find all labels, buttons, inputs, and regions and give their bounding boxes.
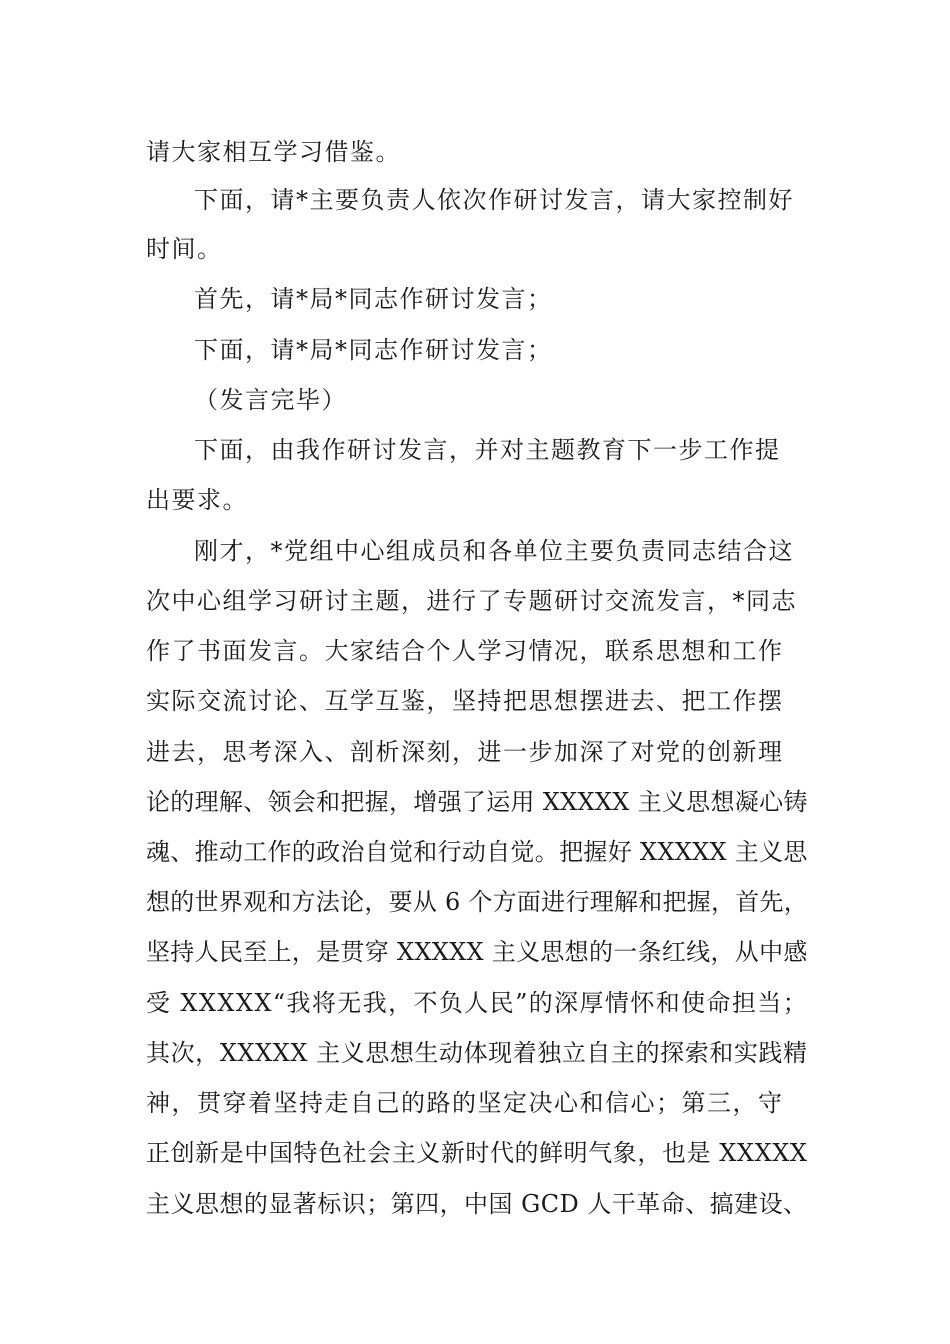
text-line: 实际交流讨论、互学互鉴，坚持把思想摆进去、把工作摆 xyxy=(146,687,784,715)
text-line: 正创新是中国特色社会主义新时代的鲜明气象，也是 XXXXX xyxy=(146,1139,808,1167)
text-line: 其次，XXXXX 主义思想生动体现着独立自主的探索和实践精 xyxy=(146,1039,808,1067)
text-line: 时间。 xyxy=(146,235,223,263)
text-line: 进去，思考深入、剖析深刻，进一步加深了对党的创新理 xyxy=(146,738,784,766)
text-line: 受 XXXXX“我将无我，不负人民”的深厚情怀和使命担当； xyxy=(146,989,809,1017)
text-line: 论的理解、领会和把握，增强了运用 XXXXX 主义思想凝心铸 xyxy=(146,788,808,816)
text-line: 魂、推动工作的政治自觉和行动自觉。把握好 XXXXX 主义思 xyxy=(146,838,808,866)
text-line: 刚才，*党组中心组成员和各单位主要负责同志结合这 xyxy=(194,537,794,565)
text-line: 次中心组学习研讨主题，进行了专题研讨交流发言，*同志 xyxy=(146,587,797,615)
text-line: 想的世界观和方法论，要从 6 个方面进行理解和把握，首先， xyxy=(146,888,809,916)
text-line: 神，贯穿着坚持走自己的路的坚定决心和信心；第三，守 xyxy=(146,1089,784,1117)
text-line: 请大家相互学习借鉴。 xyxy=(146,138,401,166)
text-line: 下面，请*主要负责人依次作研讨发言，请大家控制好 xyxy=(194,186,794,214)
text-line: （发言完毕） xyxy=(194,386,347,414)
text-line: 首先，请*局*同志作研讨发言； xyxy=(194,285,553,313)
text-line: 坚持人民至上，是贯穿 XXXXX 主义思想的一条红线，从中感 xyxy=(146,938,808,966)
text-line: 下面，由我作研讨发言，并对主题教育下一步工作提 xyxy=(194,436,781,464)
text-line: 主义思想的显著标识；第四，中国 GCD 人干革命、搞建设、 xyxy=(146,1190,808,1218)
text-line: 下面，请*局*同志作研讨发言； xyxy=(194,336,553,364)
text-line: 作了书面发言。大家结合个人学习情况，联系思想和工作 xyxy=(146,637,784,665)
text-line: 出要求。 xyxy=(146,486,248,514)
